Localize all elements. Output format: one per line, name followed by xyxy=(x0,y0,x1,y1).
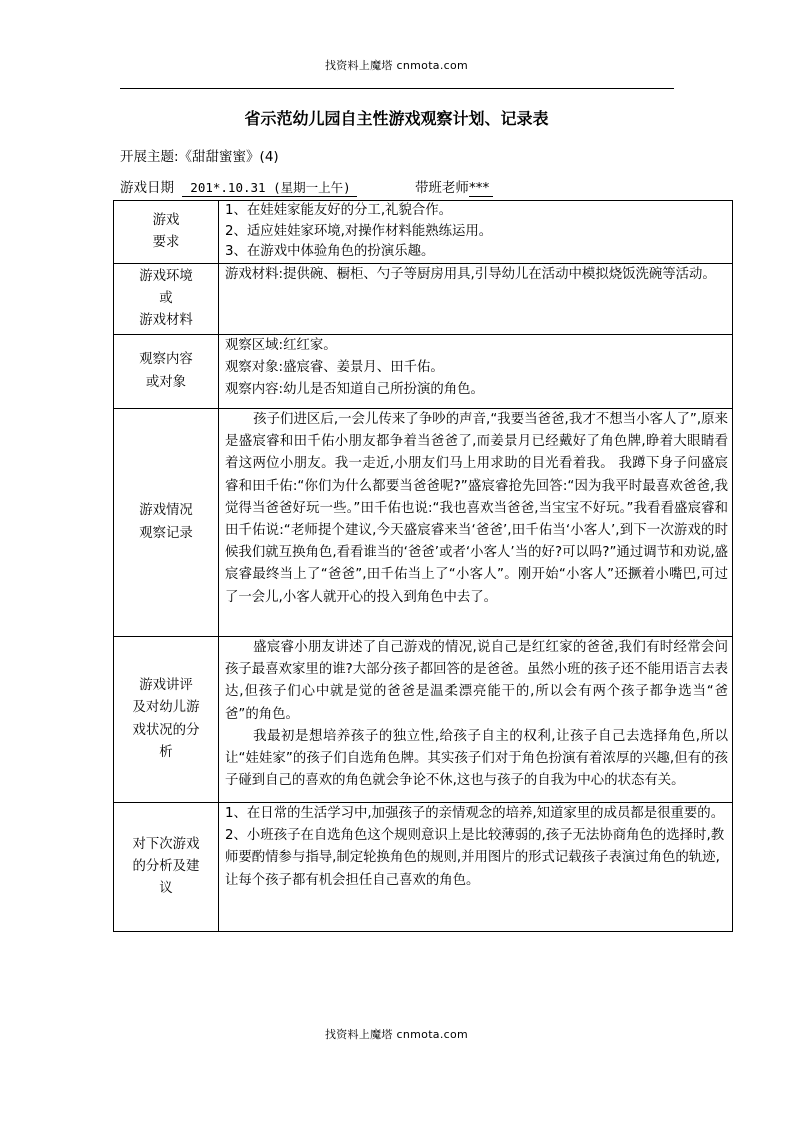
label-line: 观察内容 xyxy=(139,352,193,368)
materials-text: 游戏材料:提供碗、橱柜、勺子等厨房用具,引导幼儿在活动中模拟烧饭洗碗等活动。 xyxy=(225,267,716,282)
date-label: 游戏日期 xyxy=(120,180,174,196)
label-suggestions xyxy=(114,803,219,932)
label-analysis xyxy=(114,637,219,803)
label-line: 或 xyxy=(159,290,173,306)
header-site-name: 找资料上魔塔 cnmota.com xyxy=(324,59,469,72)
content-materials xyxy=(219,264,733,335)
record-paragraph: 孩子们进区后,一会儿传来了争吵的声音,“我要当爸爸,我才不想当小客人了”,原来是盛宸睿和田千佑小朋友都争着当爸爸了,而姜景月已经戴好了角色牌,睁着大眼睛看着这两位小朋友。我一走近,小朋友们马上用求助的目光看着我。 我蹲下身子问盛宸睿和田千佑:“你们为什么都要当爸爸呢?”盛宸睿抢先回答:“因为我平时最喜欢爸爸,我觉得当爸爸好玩一些。”田千佑也说:“我也喜欢当爸爸,当宝宝不好玩。”我看看盛宸睿和田千佑说:“老师提个建议,今天盛宸睿来当‘爸爸’,田千佑当‘小客人’,到下一次游戏的时候我们就互换角色,看看谁当的‘爸爸’或者‘小客人’当的好?可以吗?”通过调节和劝说,盛宸睿最终当上了“爸爸”,田千佑当上了“小客人”。刚开始“小客人”还撅着小嘴巴,可过了一会儿,小客人就开心的投入到角色中去了。 xyxy=(225,412,728,605)
label-line: 观察记录 xyxy=(139,525,193,541)
date-value: 201*.10.31 (星期一上午) xyxy=(182,180,356,197)
requirement-item: 3、在游戏中体验角色的扮演乐趣。 xyxy=(225,244,435,259)
analysis-paragraph: 盛宸睿小朋友讲述了自己游戏的情况,说自己是红红家的爸爸,我们有时经常会问孩子最喜欢家里的谁?大部分孩子都回答的是爸爸。虽然小班的孩子还不能用语言去表达,但孩子们心中就是觉的爸爸是温柔漂亮能干的,所以会有两个孩子都争选当“爸爸”的角色。 xyxy=(225,640,728,722)
label-line: 对下次游戏 xyxy=(132,836,200,852)
date-teacher-line xyxy=(120,176,493,197)
row-analysis xyxy=(114,637,733,803)
requirement-item: 2、适应娃娃家环境,对操作材料能熟练运用。 xyxy=(225,223,493,239)
label-line: 游戏材料 xyxy=(139,313,193,329)
label-line: 的分析及建 xyxy=(132,858,200,874)
observation-table xyxy=(113,200,733,932)
target-item: 观察区域:红红家。 xyxy=(225,338,337,353)
label-line: 游戏环境 xyxy=(139,268,193,284)
label-line: 要求 xyxy=(152,235,180,250)
target-item: 观察对象:盛宸睿、姜景月、田千佑。 xyxy=(225,360,444,376)
content-record xyxy=(219,409,733,637)
content-requirements xyxy=(219,201,733,264)
content-target xyxy=(219,335,733,409)
teacher-name: *** xyxy=(469,180,493,197)
footer-site-name: 找资料上魔塔 cnmota.com xyxy=(324,1028,469,1041)
label-line: 戏状况的分 xyxy=(132,722,200,738)
page-title: 省示范幼儿园自主性游戏观察计划、记录表 xyxy=(244,109,549,128)
header-divider xyxy=(120,88,674,89)
row-target xyxy=(114,335,733,409)
row-requirements xyxy=(114,201,733,264)
suggestion-item: 2、小班孩子在自选角色这个规则意识上是比较薄弱的,孩子无法协商角色的选择时,教师要酌情参与指导,制定轮换角色的规则,并用图片的形式记载孩子表演过角色的轨迹,让每个孩子都有机会担任自己喜欢的角色。 xyxy=(225,828,725,888)
label-materials xyxy=(114,264,219,335)
label-line: 或对象 xyxy=(145,374,187,390)
content-suggestions xyxy=(219,803,733,932)
content-analysis xyxy=(219,637,733,803)
label-target xyxy=(114,335,219,409)
row-materials xyxy=(114,264,733,335)
label-record xyxy=(114,409,219,637)
target-item: 观察内容:幼儿是否知道自己所扮演的角色。 xyxy=(225,382,484,398)
label-requirements xyxy=(114,201,219,264)
label-line: 及对幼儿游 xyxy=(132,700,200,716)
label-line: 游戏 xyxy=(152,212,180,228)
theme-line: 开展主题:《甜甜蜜蜜》(4) xyxy=(120,149,279,165)
row-suggestions xyxy=(114,803,733,932)
suggestion-item: 1、在日常的生活学习中,加强孩子的亲情观念的培养,知道家里的成员都是很重要的。 xyxy=(225,806,725,821)
analysis-paragraph: 我最初是想培养孩子的独立性,给孩子自主的权利,让孩子自己去选择角色,所以让“娃娃家”的孩子们自选角色牌。其实孩子们对于角色扮演有着浓厚的兴趣,但有的孩子碰到自己的喜欢的角色就会争论不休,这也与孩子的自我为中心的状态有关。 xyxy=(225,728,728,789)
label-line: 游戏讲评 xyxy=(139,678,193,694)
label-line: 议 xyxy=(159,881,173,897)
row-record xyxy=(114,409,733,637)
label-line: 游戏情况 xyxy=(139,503,193,519)
teacher-label: 带班老师 xyxy=(414,180,469,196)
requirement-item: 1、在娃娃家能友好的分工,礼貌合作。 xyxy=(225,203,453,218)
label-line: 析 xyxy=(159,744,173,760)
